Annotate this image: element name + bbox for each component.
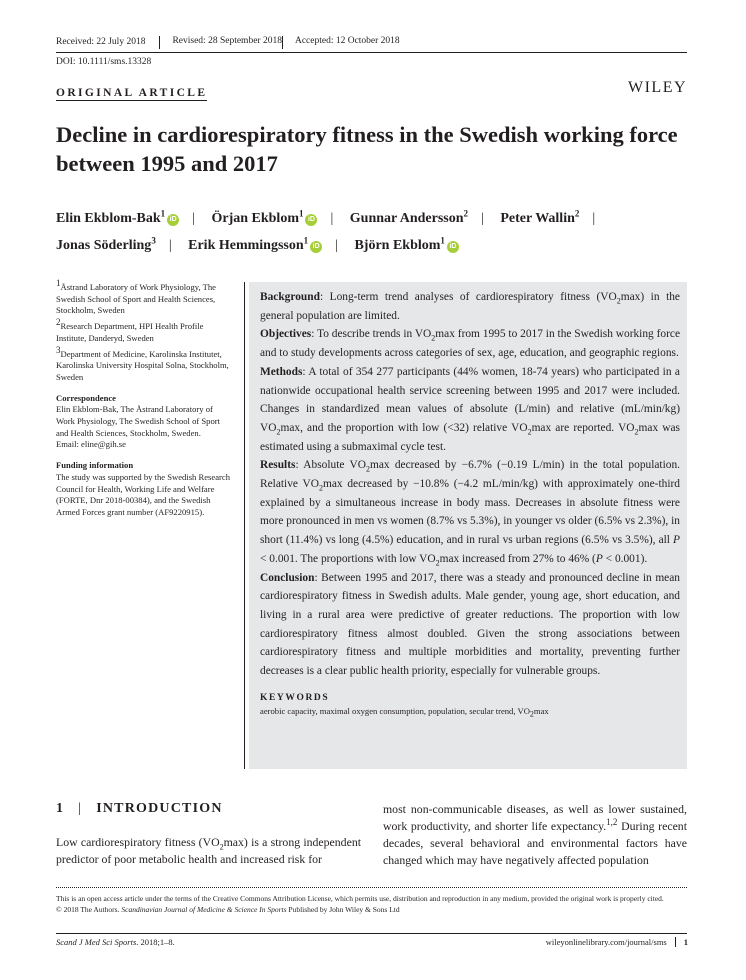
keywords-heading: KEYWORDS: [260, 692, 330, 703]
footer-right: [546, 937, 688, 947]
abstract-divider: [244, 282, 245, 769]
received-date: Received: 22 July 2018: [56, 37, 146, 47]
author-separator: |: [592, 211, 596, 226]
correspondence-heading: Correspondence: [56, 392, 116, 403]
orcid-icon[interactable]: iD: [305, 214, 317, 226]
license-text: This is an open access article under the terms of the Creative Commons Attribution License, which permits use, distribution and reproduction in any medium, provided the original work is properly cited.: [56, 894, 664, 903]
article-type: ORIGINAL ARTICLE: [56, 87, 208, 99]
article-dates: [56, 37, 400, 49]
abstract-results: Results: Absolute $VO_2\max$ decreased by −6.7% (−0.19 L/min) in the total population. Relative $VO_2\max$ decreased by −10.8% (−4.2 mL/min/kg) with approximately one-third explained by a simultaneous increase in body mass. Decreases in absolute fitness were more pronounced in men vs women (8.7% vs 5.3%), in younger vs older (6.5% vs 2.3%), in short (11.4%) vs long (4.5%) education, and in rural vs urban regions (6.5% vs 3.5%), all P < 0.001. The proportions with low $VO_2\max$ increased from 27% to 46% (P < 0.001).: [260, 459, 680, 568]
abstract-conclusion: Conclusion: Between 1995 and 2017, there was a steady and pronounced decline in mean cardiorespiratory fitness in Swedish adults. Male gender, young age, short education, and living in a rural area were predictive of greater reductions. The proportion with low cardiorespiratory fitness almost doubled. Given the strong associations between cardiorespiratory fitness and multiple morbidities and mortality, preventing further decreases is a clear public health priority, especially for vulnerable groups.: [260, 571, 680, 678]
author-name[interactable]: Jonas Söderling: [56, 238, 152, 253]
author-name[interactable]: Björn Ekblom: [354, 238, 441, 253]
journal-url[interactable]: wileyonlinelibrary.com/journal/sms: [545, 937, 667, 947]
affiliations: [56, 278, 233, 384]
intro-text-left: Low cardiorespiratory fitness $(VO_2\max)$ is a strong independent predictor of poor metabolic health and increased risk for: [56, 835, 361, 866]
funding-text: The study was supported by the Swedish Research Council for Health, Working Life and Welfare (FORTE, Dnr 2018-00384), and the Swedish Armed Forces grant number (AF9220915).: [56, 471, 230, 517]
page-number: 1: [675, 937, 688, 947]
doi[interactable]: DOI: 10.1111/sms.13328: [56, 57, 152, 67]
affiliation: 1Åstrand Laboratory of Work Physiology, The Swedish School of Sport and Health Sciences, Stockholm, Sweden: [56, 278, 216, 316]
article-title: Decline in cardiorespiratory fitness in the Swedish working force between 1995 and 2017: [56, 122, 678, 176]
section-heading-introduction: 1 | INTRODUCTION: [56, 801, 223, 816]
author-affiliation-mark: 1: [303, 235, 309, 246]
author-name[interactable]: Erik Hemmingsson: [188, 238, 304, 253]
header-rule: [56, 52, 687, 53]
author-name[interactable]: Gunnar Andersson: [349, 211, 464, 226]
orcid-icon[interactable]: iD: [447, 241, 459, 253]
author-separator: |: [330, 211, 334, 226]
license-notice: [56, 893, 687, 916]
author-separator: |: [168, 238, 172, 253]
author-name[interactable]: Örjan Ekblom: [211, 211, 299, 226]
correspondence-text: Elin Ekblom-Bak, The Åstrand Laboratory of Work Physiology, The Swedish School of Sport and Health Sciences, Stockholm, Sweden.: [56, 404, 221, 438]
correspondence-email[interactable]: Email: eline@gih.se: [56, 439, 126, 450]
revised-date: Revised: 28 September 2018: [159, 36, 282, 49]
author-affiliation-mark: 3: [151, 235, 156, 246]
affiliation: 2Research Department, HPI Health Profile Institute, Danderyd, Sweden: [56, 317, 204, 343]
left-column: [56, 278, 233, 519]
keywords-list: aerobic capacity, maximal oxygen consumption, population, secular trend, VO2max: [260, 705, 549, 719]
author-name[interactable]: Elin Ekblom-Bak: [56, 211, 161, 226]
abstract-box: [249, 282, 687, 769]
copyright-text: © 2018 The Authors. Scandinavian Journal of Medicine & Science In Sports Published by John Wiley & Sons Ltd: [56, 905, 400, 915]
author-affiliation-mark: 1: [440, 235, 445, 246]
author-separator: |: [335, 238, 338, 253]
intro-text-right: most non-communicable diseases, as well as lower sustained, work productivity, and shorter life expectancy.$^{1,2}$ During recent decades, several behavioral and environmental factors have changed which may have negatively affected population: [383, 802, 687, 867]
license-divider: [56, 887, 687, 888]
citation-ref[interactable]: 1,2: [606, 817, 618, 828]
funding-heading: Funding information: [56, 460, 134, 471]
author-separator: |: [481, 211, 484, 226]
abstract-objectives: Objectives: To describe trends in $VO_2\max$ from 1995 to 2017 in the Swedish working force and to study developments across categories of sex, age, education, and geographic regions.: [260, 328, 681, 360]
abstract-methods: Methods: A total of 354 277 participants (44% women, 18-74 years) who participated in a nationwide occupational health service screening between 1995 and 2017 were included. Changes in standardized mean values of absolute (L/min) and relative (mL/min/kg) $VO_2\max$, and the proportion with low (<32) relative $VO_2\max$ are reported. $VO_2\max$ was estimated using a submaximal cycle test.: [260, 365, 680, 453]
author-affiliation-mark: 2: [574, 208, 580, 219]
author-separator: |: [192, 211, 195, 226]
accepted-date: Accepted: 12 October 2018: [282, 36, 400, 49]
author-affiliation-mark: 2: [463, 208, 469, 219]
author-name[interactable]: Peter Wallin: [500, 211, 575, 226]
orcid-icon[interactable]: iD: [310, 241, 322, 253]
journal-citation: Scand J Med Sci Sports. 2018;1–8.: [56, 937, 175, 947]
affiliation: 3Department of Medicine, Karolinska Institutet, Karolinska University Hospital Solna, Stockholm, Sweden: [56, 344, 229, 382]
author-list: [56, 205, 706, 259]
abstract-background: Background: Long-term trend analyses of cardiorespiratory fitness $(VO_2\max)$ in the general population are limited.: [260, 291, 680, 322]
author-affiliation-mark: 1: [298, 208, 304, 219]
publisher-logo: WILEY: [628, 79, 688, 96]
author-affiliation-mark: 1: [160, 208, 166, 219]
footer-rule: [56, 933, 687, 934]
orcid-icon[interactable]: iD: [167, 214, 179, 226]
